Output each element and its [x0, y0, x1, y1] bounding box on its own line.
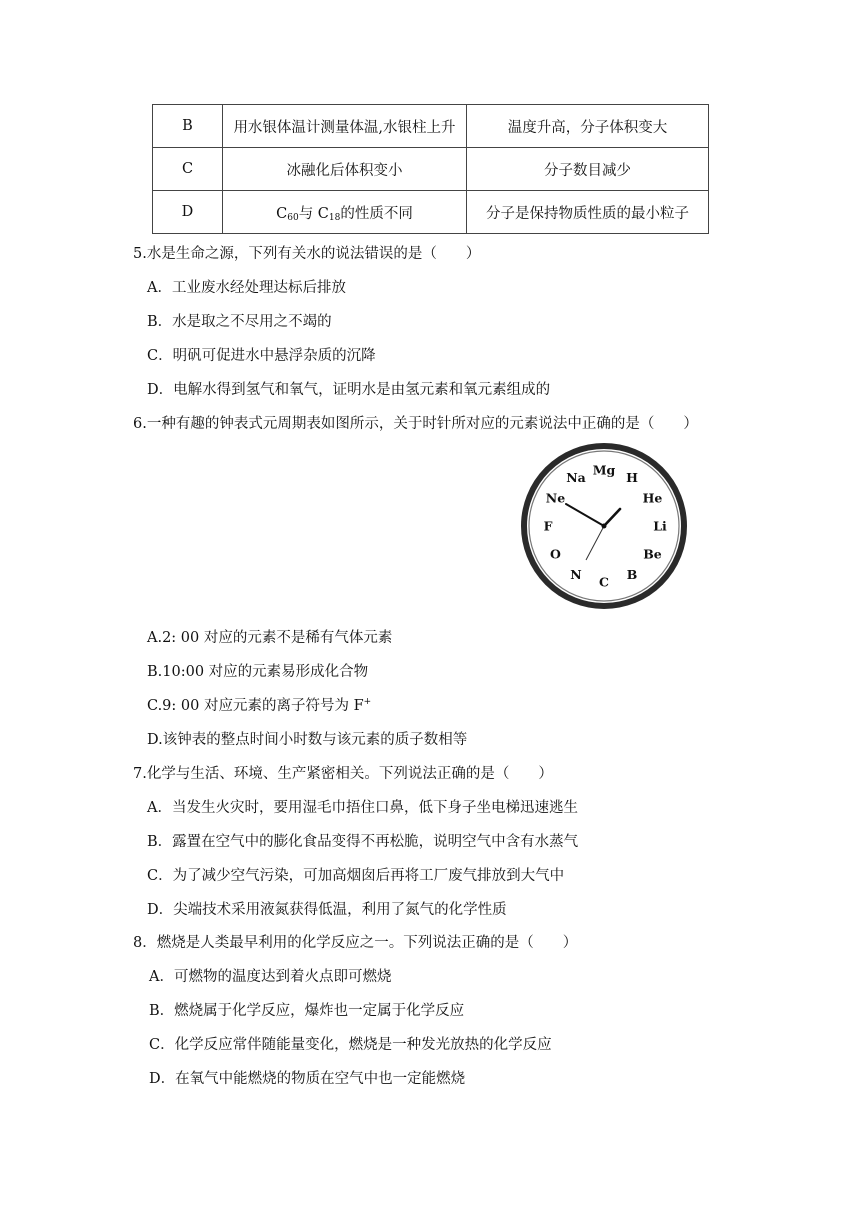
- row-phenomenon: 冰融化后体积变小: [223, 148, 467, 191]
- row-label: B: [153, 105, 223, 148]
- row-label: D: [153, 191, 223, 234]
- row-label: C: [153, 148, 223, 191]
- clock-element-label: Mg: [592, 462, 616, 478]
- table-row: [153, 191, 709, 234]
- clock-element-label: He: [642, 490, 663, 506]
- q8-option-a: A．可燃物的温度达到着火点即可燃烧: [149, 969, 392, 985]
- clock-element-label: Li: [653, 518, 667, 534]
- clock-element-label: Be: [643, 546, 662, 562]
- q7-option-b: B．露置在空气中的膨化食品变得不再松脆，说明空气中含有水蒸气: [147, 834, 579, 850]
- q5-stem: 5.水是生命之源，下列有关水的说法错误的是（ ）: [133, 246, 481, 262]
- q5-option-d: D．电解水得到氢气和氧气，证明水是由氢元素和氧元素组成的: [147, 382, 551, 398]
- q7-option-c: C．为了减少空气污染，可加高烟囱后再将工厂废气排放到大气中: [147, 868, 565, 884]
- table-row: [153, 148, 709, 191]
- row-phenomenon: $C_{60}$与 $C_{18}$的性质不同: [223, 191, 467, 234]
- q4-options-table: [152, 104, 709, 234]
- q7-option-a: A．当发生火灾时，要用湿毛巾捂住口鼻，低下身子坐电梯迅速逃生: [147, 800, 578, 816]
- q5-option-b: B．水是取之不尽用之不竭的: [147, 314, 332, 330]
- clock-center-pin: [602, 524, 607, 529]
- q8-option-c: C．化学反应常伴随能量变化，燃烧是一种发光放热的化学反应: [149, 1037, 552, 1053]
- q6-option-b: B.10:00 对应的元素易形成化合物: [147, 664, 369, 680]
- row-explanation: 温度升高，分子体积变大: [467, 105, 709, 148]
- q8-stem: 8．燃烧是人类最早利用的化学反应之一。下列说法正确的是（ ）: [133, 935, 578, 951]
- q6-option-a: A.2: 00 对应的元素不是稀有气体元素: [147, 630, 393, 646]
- row-explanation: 分子数目减少: [467, 148, 709, 191]
- q8-option-b: B．燃烧属于化学反应，爆炸也一定属于化学反应: [149, 1003, 465, 1019]
- clock-element-label: Ne: [545, 490, 566, 506]
- q5-option-c: C．明矾可促进水中悬浮杂质的沉降: [147, 348, 376, 364]
- clock-element-label: N: [570, 567, 582, 582]
- q8-option-d: D．在氧气中能燃烧的物质在空气中也一定能燃烧: [149, 1071, 466, 1087]
- clock-element-label: B: [626, 567, 638, 582]
- q6-stem: 6.一种有趣的钟表式元周期表如图所示，关于时针所对应的元素说法中正确的是（ ）: [133, 416, 698, 432]
- q7-option-d: D．尖端技术采用液氮获得低温，利用了氮气的化学性质: [147, 902, 507, 918]
- clock-element-label: Na: [566, 470, 586, 485]
- clock-element-label: H: [626, 470, 638, 485]
- q7-stem: 7.化学与生活、环境、生产紧密相关。下列说法正确的是（ ）: [133, 766, 553, 782]
- clock-element-label: F: [543, 518, 553, 534]
- table-row: [153, 105, 709, 148]
- row-explanation: 分子是保持物质性质的最小粒子: [467, 191, 709, 234]
- q6-option-c: C.9: 00 对应元素的离子符号为 F+: [147, 697, 372, 714]
- clock-element-label: C: [599, 574, 609, 590]
- q5-option-a: A．工业废水经处理达标后排放: [147, 280, 346, 296]
- clock-periodic-table-figure: [520, 442, 688, 610]
- clock-element-label: O: [550, 546, 561, 562]
- row-phenomenon: 用水银体温计测量体温,水银柱上升: [223, 105, 467, 148]
- q6-option-d: D.该钟表的整点时间小时数与该元素的质子数相等: [147, 732, 468, 748]
